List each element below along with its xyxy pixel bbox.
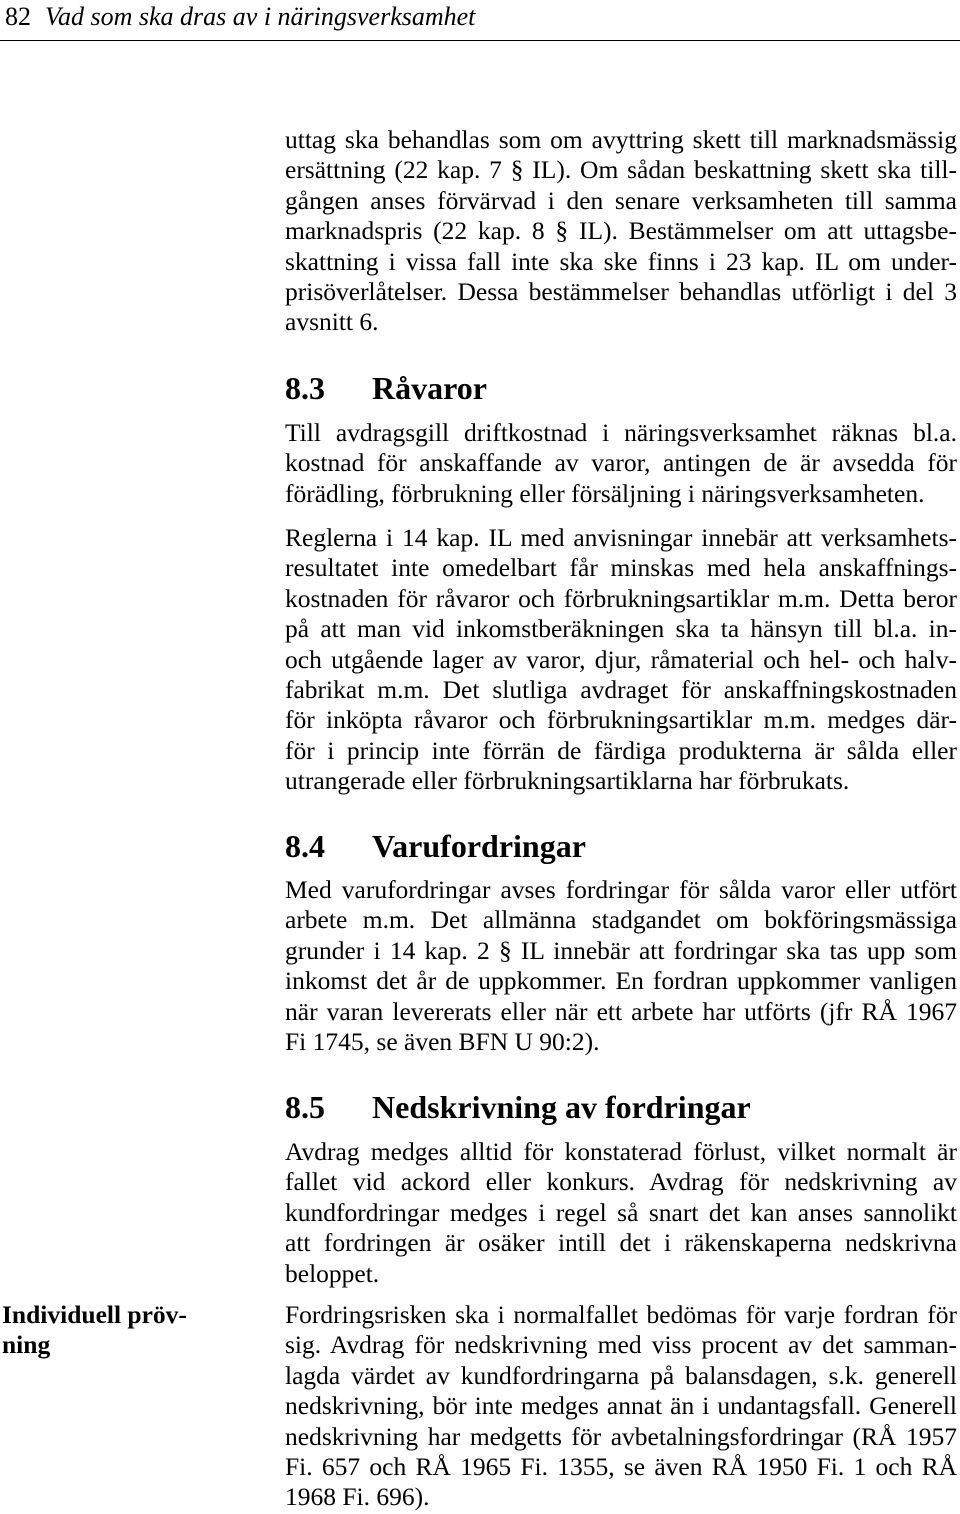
body-line: fabrikat m.m. Det slutliga avdraget för anskaffningskostnaden	[285, 674, 957, 704]
body-line: Fi 1745, se även BFN U 90:2).	[285, 1026, 600, 1056]
paragraph	[285, 1300, 957, 1513]
page-header	[0, 2, 960, 32]
running-title: Vad som ska dras av i näringsverksamhet	[45, 2, 476, 31]
body-line: beloppet.	[285, 1258, 380, 1288]
body-line: utrangerade eller förbrukningsartiklarna har förbrukats.	[285, 766, 850, 796]
section-number: 8.3	[285, 370, 325, 406]
paragraph	[285, 125, 957, 338]
section-heading	[0, 1088, 960, 1126]
body-line: för i princip inte förrän de färdiga produkterna är sålda eller	[285, 735, 957, 765]
body-line: när varan levererats eller när ett arbete har utförts (jfr RÅ 1967	[285, 996, 957, 1026]
section-heading	[0, 827, 960, 865]
page-number: 82	[5, 2, 31, 31]
section-number: 8.4	[285, 828, 325, 864]
section-heading	[0, 369, 960, 407]
body-line: prisöverlåtelser. Dessa bestämmelser behandlas utförligt i del 3	[285, 276, 957, 306]
body-line: uttag ska behandlas som om avyttring skett till marknadsmässig	[285, 125, 957, 154]
body-line: nedskrivning har medgetts för avbetalningsfordringar (RÅ 1957	[285, 1421, 957, 1451]
body-line: förädling, förbrukning eller försäljning i näringsverksamheten.	[285, 478, 925, 508]
body-line: ersättning (22 kap. 7 § IL). Om sådan beskattning skett ska till-	[285, 155, 957, 185]
body-line: kostnaden för råvaror och förbrukningsartiklar m.m. Detta beror	[285, 583, 957, 613]
paragraph	[285, 418, 957, 509]
body-line: inkomst det år de uppkommer. En fordran uppkommer vanligen	[285, 966, 957, 996]
paragraph	[285, 1137, 957, 1289]
body-line: för inköpta råvaror och förbrukningsartiklar m.m. medges där-	[285, 705, 957, 735]
body-line: arbete m.m. Det allmänna stadgandet om bokföringsmässiga	[285, 905, 957, 935]
body-line: kostnad för anskaffande av varor, antingen de är avsedda för	[285, 448, 957, 478]
body-line: Avdrag medges alltid för konstaterad förlust, vilket normalt är	[285, 1137, 957, 1166]
paragraph	[285, 875, 957, 1057]
body-line: fallet vid ackord eller konkurs. Avdrag för nedskrivning av	[285, 1167, 957, 1197]
body-line: att fordringen är osäker intill det i räkenskaperna nedskrivna	[285, 1228, 957, 1258]
body-line: Till avdragsgill driftkostnad i näringsverksamhet räknas bl.a.	[285, 418, 957, 447]
body-line: marknadspris (22 kap. 8 § IL). Bestämmelser om att uttagsbe-	[285, 216, 957, 246]
body-line: avsnitt 6.	[285, 307, 379, 337]
body-line: Reglerna i 14 kap. IL med anvisningar innebär att verksamhets-	[285, 523, 957, 552]
header-rule	[0, 40, 960, 41]
body-line: gången anses förvärvad i den senare verksamheten till samma	[285, 185, 957, 215]
body-line: grunder i 14 kap. 2 § IL innebär att fordringar ska tas upp som	[285, 935, 957, 965]
body-line: nedskrivning, bör inte medges annat än i undantagsfall. Generell	[285, 1391, 957, 1421]
body-line: och utgående lager av varor, djur, råmaterial och hel- och halv-	[285, 644, 957, 674]
margin-note-line: ning	[2, 1330, 51, 1360]
body-line: skattning i vissa fall inte ska ske finns i 23 kap. IL om under-	[285, 246, 957, 276]
section-title: Varufordringar	[372, 828, 586, 864]
body-line: resultatet inte omedelbart får minskas med hela anskaffnings-	[285, 553, 957, 583]
margin-note	[2, 1300, 272, 1361]
section-title: Råvaror	[372, 370, 487, 406]
section-number: 8.5	[285, 1089, 325, 1125]
paragraph	[285, 523, 957, 797]
body-line: Fi. 657 och RÅ 1965 Fi. 1355, se även RÅ 1950 Fi. 1 och RÅ	[285, 1451, 957, 1481]
body-line: lagda värdet av kundfordringarna på balansdagen, s.k. generell	[285, 1360, 957, 1390]
body-line: Fordringsrisken ska i normalfallet bedömas för varje fordran för	[285, 1300, 957, 1329]
body-line: Med varufordringar avses fordringar för sålda varor eller utfört	[285, 875, 957, 904]
body-line: kundfordringar medges i regel så snart det kan anses sannolikt	[285, 1197, 957, 1227]
body-line: sig. Avdrag för nedskrivning med viss procent av det samman-	[285, 1330, 957, 1360]
margin-note-line: Individuell pröv-	[2, 1300, 187, 1329]
body-line: på att man vid inkomstberäkningen ska ta hänsyn till bl.a. in-	[285, 614, 957, 644]
body-line: 1968 Fi. 696).	[285, 1482, 430, 1512]
section-title: Nedskrivning av fordringar	[372, 1089, 751, 1125]
